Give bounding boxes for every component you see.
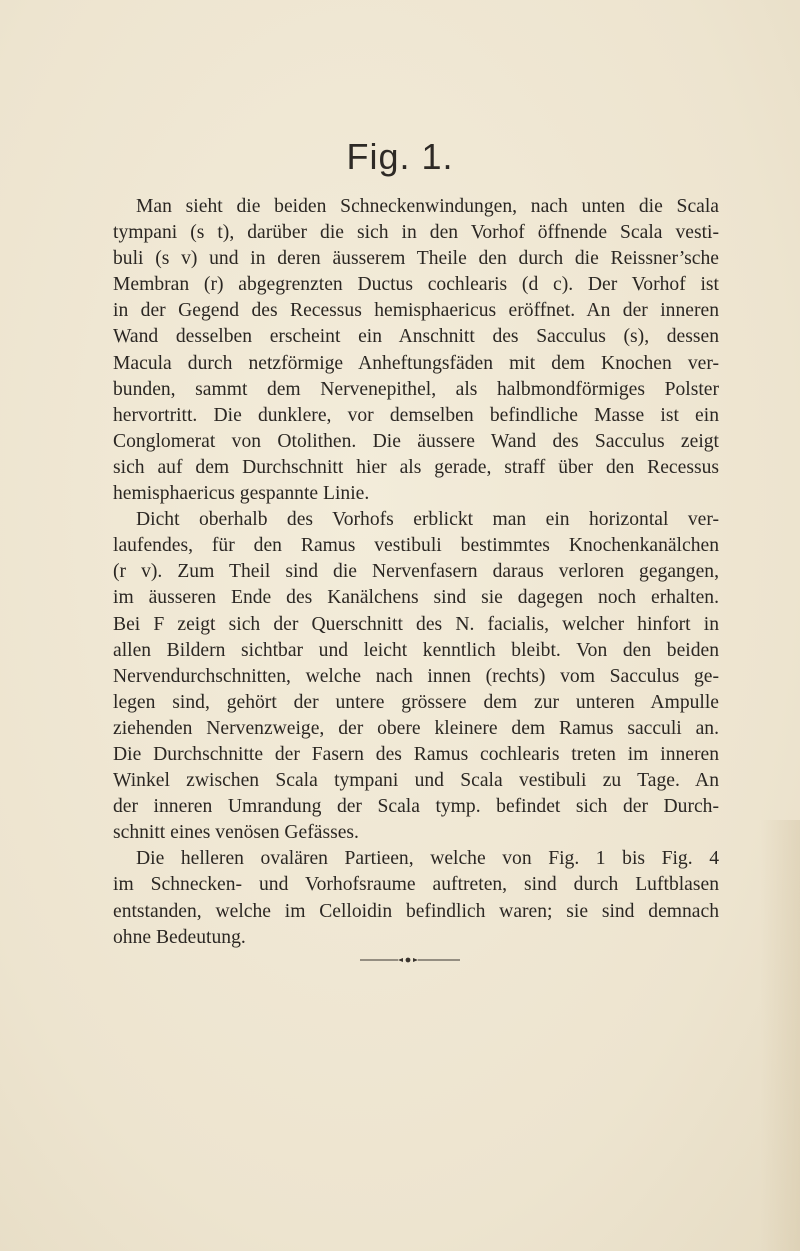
text-line: (r v). Zum Theil sind die Nervenfasern daraus verloren gegangen, <box>113 561 719 583</box>
text-line: Wand desselben erscheint ein Anschnitt des Sacculus (s), dessen <box>113 326 719 348</box>
text-line: hemisphaericus gespannte Linie. <box>113 483 370 505</box>
text-line: im äusseren Ende des Kanälchens sind sie dagegen noch erhalten. <box>113 587 719 609</box>
text-line: allen Bildern sichtbar und leicht kenntlich bleibt. Von den beiden <box>113 639 719 661</box>
text-line: im Schnecken- und Vorhofsraume auftreten, sind durch Luftblasen <box>113 874 719 896</box>
text-line: Winkel zwischen Scala tympani und Scala vestibuli zu Tage. An <box>113 770 719 792</box>
paragraph-2 <box>113 507 719 846</box>
figure-title: Fig. 1. <box>346 136 454 177</box>
text-line: Macula durch netzförmige Anheftungsfäden mit dem Knochen ver- <box>113 352 719 374</box>
ornamental-rule-icon <box>360 956 460 964</box>
paragraph-3 <box>113 846 719 950</box>
text-line: tympani (s t), darüber die sich in den Vorhof öffnende Scala vesti- <box>113 222 719 244</box>
page-edge-stain <box>760 820 800 1251</box>
text-line: Man sieht die beiden Schneckenwindungen, nach unten die Scala <box>136 196 719 217</box>
text-line: sich auf dem Durchschnitt hier als gerade, straff über den Recessus <box>113 456 719 478</box>
text-line: buli (s v) und in deren äusserem Theile den durch die Reissner’sche <box>113 248 719 270</box>
text-line: schnitt eines venösen Gefässes. <box>113 822 359 844</box>
text-line: in der Gegend des Recessus hemisphaericus eröffnet. An der inneren <box>113 300 719 322</box>
text-line: bunden, sammt dem Nervenepithel, als halbmondförmiges Polster <box>113 378 719 400</box>
text-line: Die helleren ovalären Partieen, welche von Fig. 1 bis Fig. 4 <box>136 848 719 870</box>
text-line: Nervendurchschnitten, welche nach innen (rechts) vom Sacculus ge- <box>113 665 719 687</box>
text-line: ohne Bedeutung. <box>113 926 246 948</box>
text-line: ziehenden Nervenzweige, der obere kleinere dem Ramus sacculi an. <box>113 717 719 739</box>
text-line: der inneren Umrandung der Scala tymp. befindet sich der Durch- <box>113 796 719 818</box>
text-line: legen sind, gehört der untere grössere dem zur unteren Ampulle <box>113 691 719 713</box>
body-text <box>113 194 719 951</box>
paragraph-1 <box>113 194 719 507</box>
text-line: Membran (r) abgegrenzten Ductus cochlearis (d c). Der Vorhof ist <box>113 274 719 296</box>
text-line: Bei F zeigt sich der Querschnitt des N. facialis, welcher hinfort in <box>113 613 719 635</box>
text-line: entstanden, welche im Celloidin befindlich waren; sie sind demnach <box>113 900 719 922</box>
text-line: laufendes, für den Ramus vestibuli bestimmtes Knochenkanälchen <box>113 535 719 557</box>
text-line: Die Durchschnitte der Fasern des Ramus cochlearis treten im inneren <box>113 743 719 765</box>
text-line: Dicht oberhalb des Vorhofs erblickt man ein horizontal ver- <box>136 509 719 531</box>
text-line: Conglomerat von Otolithen. Die äussere Wand des Sacculus zeigt <box>113 430 719 452</box>
text-line: hervortritt. Die dunklere, vor demselben befindliche Masse ist ein <box>113 404 719 426</box>
